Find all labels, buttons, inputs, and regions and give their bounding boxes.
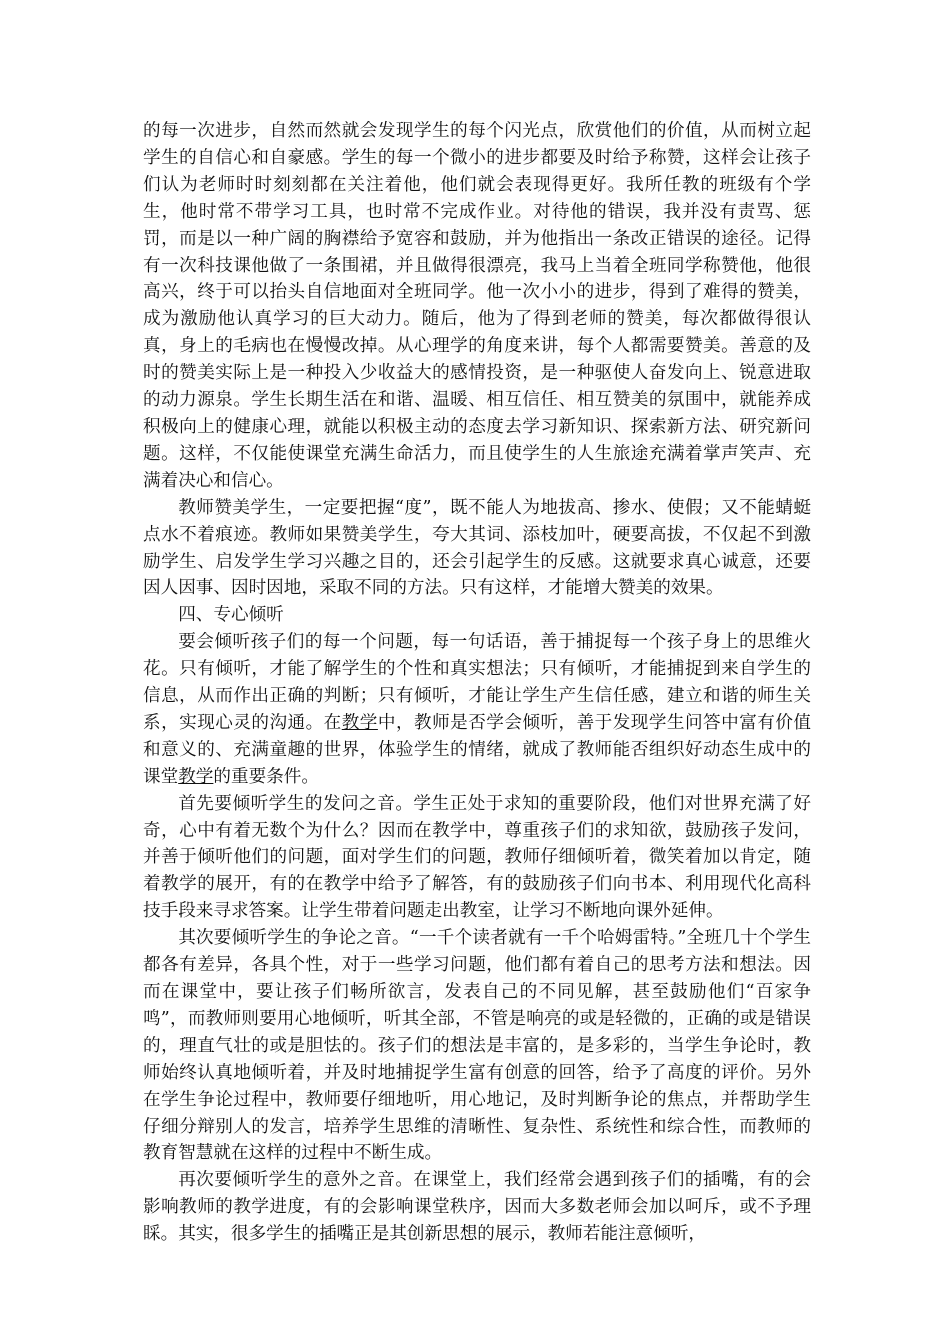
- paragraph-praise-progress: 的每一次进步，自然而然就会发现学生的每个闪光点，欣赏他们的价值，从而树立起学生的自信心和自豪感。学生的每一个微小的进步都要及时给予称赞，这样会让孩子们认为老师时时刻刻都在关注着他，他们就会表现得更好。我所任教的班级有个学生，他时常不带学习工具，也时常不完成作业。对待他的错误，我并没有责骂、惩罚，而是以一种广阔的胸襟给予宽容和鼓励，并为他指出一条改正错误的途径。记得有一次科技课他做了一条围裙，并且做得很漂亮，我马上当着全班同学称赞他，他很高兴，终于可以抬头自信地面对全班同学。他一次小小的进步，得到了难得的赞美，成为激励他认真学习的巨大动力。随后，他为了得到老师的赞美，每次都做得很认真，身上的毛病也在慢慢改掉。从心理学的角度来讲，每个人都需要赞美。善意的及时的赞美实际上是一种投入少收益大的感情投资，是一种驱使人奋发向上、锐意进取的动力源泉。学生长期生活在和谐、温暖、相互信任、相互赞美的氛围中，就能养成积极向上的健康心理，就能以积极主动的态度去学习新知识、探索新方法、研究新问题。这样，不仅能使课堂充满生命活力，而且使学生的人生旅途充满着掌声笑声、充满着决心和信心。: [143, 121, 811, 491]
- paragraph-listening-questions: 首先要倾听学生的发问之音。学生正处于求知的重要阶段，他们对世界充满了好奇，心中有着无数个为什么？因而在教学中，尊重孩子们的求知欲，鼓励孩子发问，并善于倾听他们的问题，面对学生们的问题，教师仔细倾听着，微笑着加以肯定，随着教学的展开，有的在教学中给予了解答，有的鼓励孩子们向书本、利用现代化高科技手段来寻求答案。让学生带着问题走出教室，让学习不断地向课外延伸。: [143, 793, 811, 922]
- paragraph-praise-degree: 教师赞美学生，一定要把握“度”，既不能人为地拔高、掺水、使假；又不能蜻蜓点水不着痕迹。教师如果赞美学生，夸大其词、添枝加叶，硬要高拔，不仅起不到激励学生、启发学生学习兴趣之目的，还会引起学生的反感。这就要求真心诚意，还要因人因事、因时因地，采取不同的方法。只有这样，才能增大赞美的效果。: [143, 497, 811, 599]
- listening-intro-text-2: 中，教师是否学会倾听，善于发现学生问答中富有价值和意义的、充满童趣的世界，体验学生的情绪，就成了教师能否组织好动态生成中的课堂: [143, 712, 811, 787]
- document-body: [143, 118, 811, 1248]
- listening-intro-text-3: 的重要条件。: [213, 766, 319, 787]
- paragraph-listening-unexpected: 再次要倾听学生的意外之音。在课堂上，我们经常会遇到孩子们的插嘴，有的会影响教师的教学进度，有的会影响课堂秩序，因而大多数老师会加以呵斥，或不予理睬。其实，很多学生的插嘴正是其创新思想的展示，教师若能注意倾听，: [143, 1170, 811, 1245]
- listening-intro-text-1: 要会倾听孩子们的每一个问题，每一句话语，善于捕捉每一个孩子身上的思维火花。只有倾听，才能了解学生的个性和真实想法；只有倾听，才能捕捉到来自学生的信息，从而作出正确的判断；只有倾听，才能让学生产生信任感，建立和谐的师生关系，实现心灵的沟通。在: [143, 632, 811, 733]
- teaching-link[interactable]: 教学: [341, 712, 378, 733]
- paragraph-listening-intro: [143, 629, 811, 790]
- section-heading-listening: 四、专心倾听: [178, 605, 284, 626]
- teaching-link[interactable]: 教学: [178, 766, 214, 787]
- paragraph-listening-debate: 其次要倾听学生的争论之音。“一千个读者就有一千个哈姆雷特。”全班几十个学生都各有差异，各具个性，对于一些学习问题，他们都有着自己的思考方法和想法。因而在课堂中，要让孩子们畅所欲言，发表自己的不同见解，甚至鼓励他们“百家争鸣”，而教师则要用心地倾听，听其全部，不管是响亮的或是轻微的，正确的或是错误的，理直气壮的或是胆怯的。孩子们的想法是丰富的，是多彩的，当学生争论时，教师始终认真地倾听着，并及时地捕捉学生富有创意的回答，给予了高度的评价。另外在学生争论过程中，教师要仔细地听，用心地记，及时判断争论的焦点，并帮助学生仔细分辩别人的发言，培养学生思维的清晰性、复杂性、系统性和综合性，而教师的教育智慧就在这样的过程中不断生成。: [143, 928, 811, 1164]
